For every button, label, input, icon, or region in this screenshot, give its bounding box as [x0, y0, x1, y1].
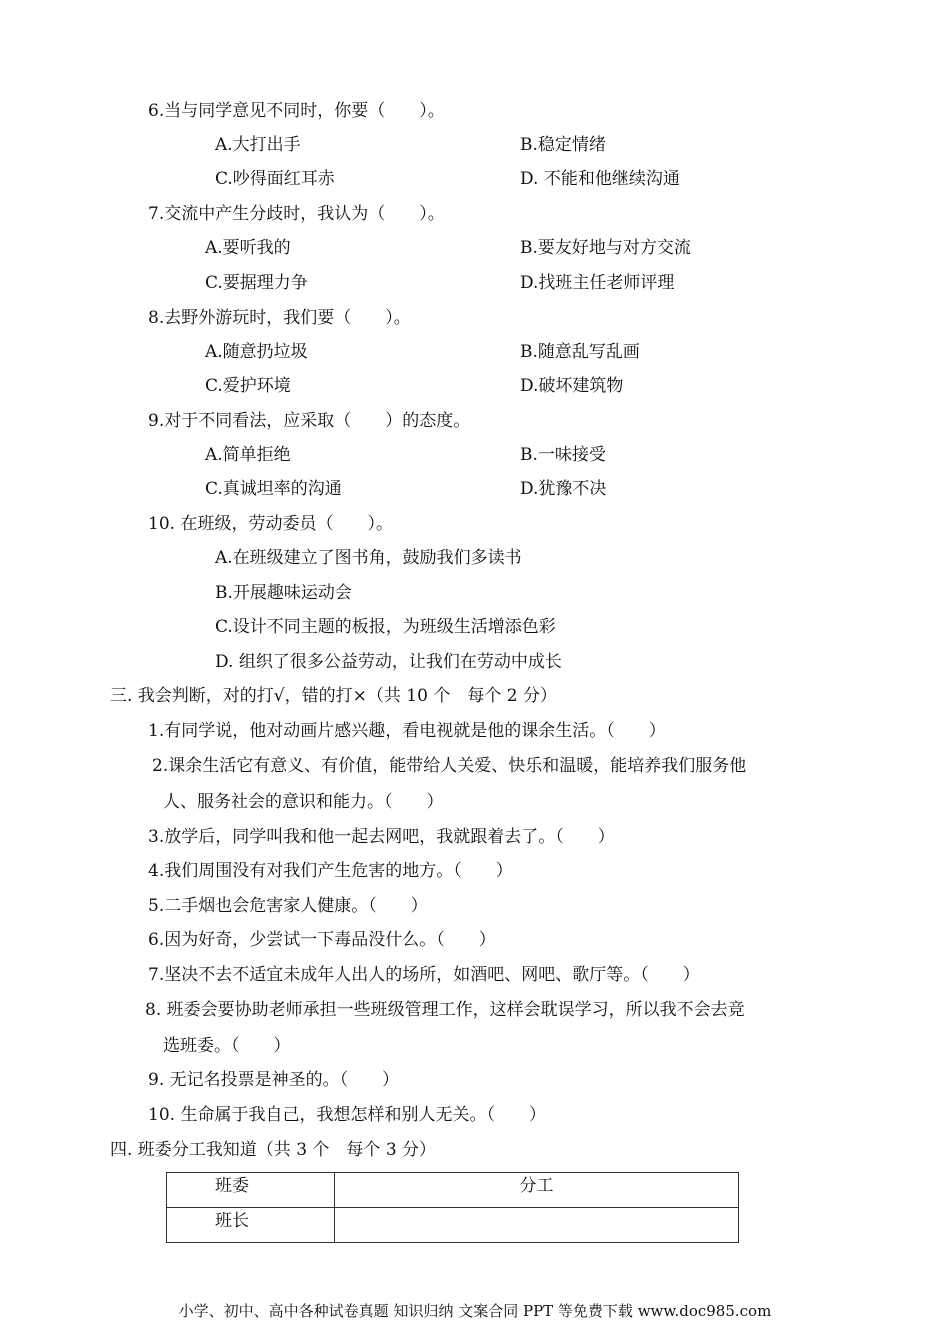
question-8-option-d: D.破坏建筑物	[520, 376, 624, 396]
question-10-option-d: D. 组织了很多公益劳动，让我们在劳动中成长	[215, 652, 562, 672]
committee-duty-table	[166, 1172, 739, 1243]
question-8-option-c: C.爱护环境	[205, 376, 291, 396]
page-footer: 小学、初中、高中各种试卷真题 知识归纳 文案合同 PPT 等免费下载 www.doc985.com	[178, 1302, 772, 1320]
judge-item-2-continued: 人、服务社会的意识和能力。（ ）	[163, 792, 444, 812]
table-row	[167, 1208, 739, 1243]
table-header-committee: 班委	[167, 1173, 335, 1208]
question-9-option-a: A.简单拒绝	[205, 445, 291, 465]
question-8-option-a: A.随意扔垃圾	[205, 342, 308, 362]
judge-item-10: 10. 生命属于我自己，我想怎样和别人无关。（ ）	[148, 1105, 546, 1125]
judge-item-3: 3.放学后，同学叫我和他一起去网吧，我就跟着去了。（ ）	[148, 827, 615, 847]
question-9-option-b: B.一味接受	[520, 445, 606, 465]
table-header-duty: 分工	[335, 1173, 739, 1208]
question-6-option-a: A.大打出手	[215, 135, 301, 155]
question-9-option-d: D.犹豫不决	[520, 479, 607, 499]
question-10-option-b: B.开展趣味运动会	[215, 583, 352, 603]
table-cell-monitor-duty	[335, 1208, 739, 1243]
question-10-option-a: A.在班级建立了图书角，鼓励我们多读书	[215, 548, 522, 568]
question-7-option-b: B.要友好地与对方交流	[520, 238, 691, 258]
question-10-stem: 10. 在班级，劳动委员（ ）。	[148, 514, 393, 534]
table-header-row	[167, 1173, 739, 1208]
question-8-option-b: B.随意乱写乱画	[520, 342, 640, 362]
judge-item-1: 1.有同学说，他对动画片感兴趣，看电视就是他的课余生活。（ ）	[148, 721, 666, 741]
question-6-option-c: C.吵得面红耳赤	[215, 169, 335, 189]
judge-item-8-continued: 选班委。（ ）	[163, 1036, 291, 1056]
judge-item-5: 5.二手烟也会危害家人健康。（ ）	[148, 896, 428, 916]
question-9-stem: 9.对于不同看法，应采取（ ）的态度。	[148, 411, 471, 431]
question-6-stem: 6.当与同学意见不同时，你要（ ）。	[148, 101, 445, 121]
judge-item-6: 6.因为好奇，少尝试一下毒品没什么。（ ）	[148, 930, 496, 950]
question-7-option-d: D.找班主任老师评理	[520, 273, 675, 293]
judge-item-7: 7.坚决不去不适宜未成年人出人的场所，如酒吧、网吧、歌厅等。（ ）	[148, 965, 700, 985]
section-4-title: 四. 班委分工我知道（共 3 个 每个 3 分）	[110, 1140, 437, 1160]
question-7-stem: 7.交流中产生分歧时，我认为（ ）。	[148, 204, 445, 224]
question-7-option-c: C.要据理力争	[205, 273, 308, 293]
question-8-stem: 8.去野外游玩时，我们要（ ）。	[148, 308, 411, 328]
question-7-option-a: A.要听我的	[205, 238, 291, 258]
question-6-option-b: B.稳定情绪	[520, 135, 606, 155]
table-cell-monitor: 班长	[167, 1208, 335, 1243]
question-6-option-d: D. 不能和他继续沟通	[520, 169, 680, 189]
judge-item-2: 2.课余生活它有意义、有价值，能带给人关爱、快乐和温暖，能培养我们服务他	[152, 756, 747, 776]
judge-item-9: 9. 无记名投票是神圣的。（ ）	[148, 1070, 400, 1090]
judge-item-4: 4.我们周围没有对我们产生危害的地方。（ ）	[148, 861, 513, 881]
question-9-option-c: C.真诚坦率的沟通	[205, 479, 342, 499]
question-10-option-c: C.设计不同主题的板报，为班级生活增添色彩	[215, 617, 556, 637]
section-3-title: 三. 我会判断，对的打√，错的打×（共 10 个 每个 2 分）	[110, 686, 557, 706]
judge-item-8: 8. 班委会要协助老师承担一些班级管理工作，这样会耽误学习，所以我不会去竞	[145, 1000, 745, 1020]
